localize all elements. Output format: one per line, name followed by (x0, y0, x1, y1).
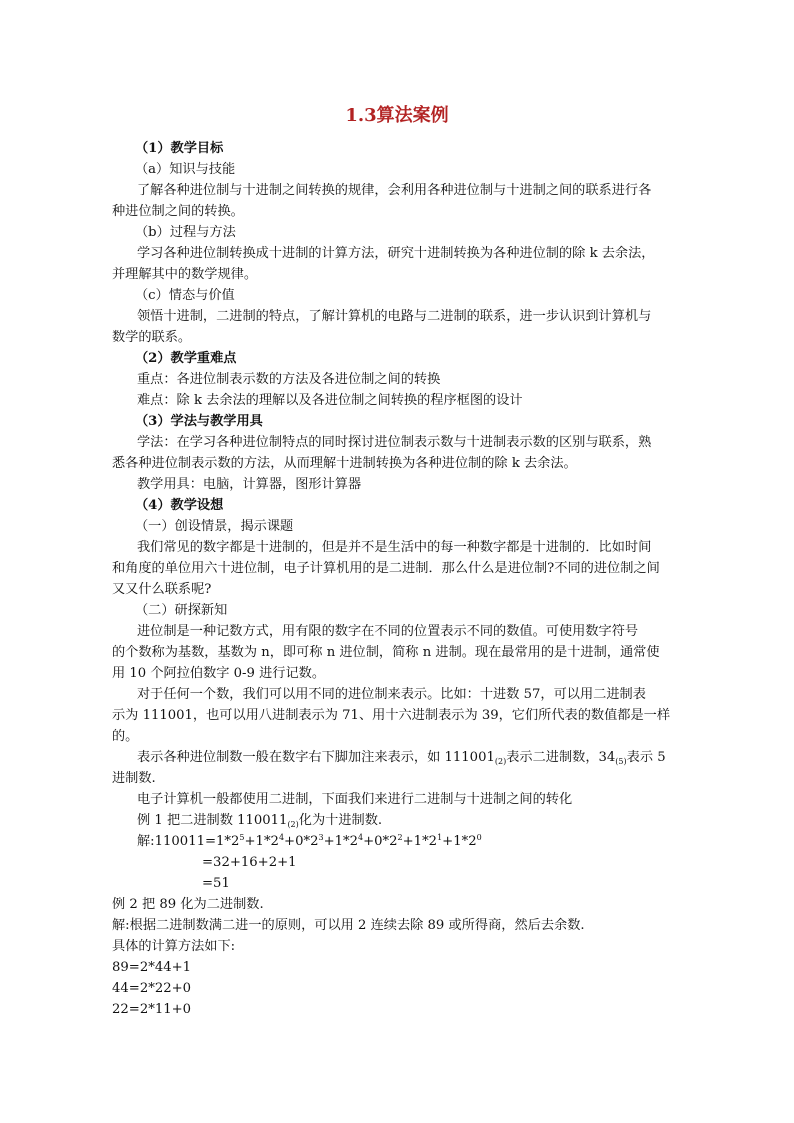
paragraph-line: 领悟十进制，二进制的特点，了解计算机的电路与二进制的联系，进一步认识到计算机与 (137, 309, 652, 324)
calc-line: 44=2*22+0 (112, 981, 192, 996)
solution-2: 解:根据二进制数满二进一的原则，可以用 2 连续去除 89 或所得商，然后去余数. (112, 918, 585, 933)
subheading-values: （c）情态与价值 (135, 288, 235, 303)
paragraph-line: 教学用具：电脑，计算器，图形计算器 (137, 477, 362, 492)
paragraph-line: 学法：在学习各种进位制特点的同时探讨进位制表示数与十进制表示数的区别与联系，熟 (137, 435, 652, 450)
superscript: 0 (476, 833, 482, 842)
section-heading-methods: （3）学法与教学用具 (135, 414, 263, 429)
text-run: 表示各种进位制数一般在数字右下脚加注来表示，如 111001 (137, 750, 495, 765)
text-run: 化为十进制数. (298, 813, 383, 828)
text-run: +1*2 (244, 834, 279, 849)
text-run: +1*2 (442, 834, 477, 849)
text-run: 表示二进制数，34 (506, 750, 616, 765)
method-intro: 具体的计算方法如下: (112, 939, 236, 954)
paragraph-line: 用 10 个阿拉伯数字 0-9 进行记数。 (112, 666, 326, 681)
text-run: 例 1 把二进制数 110011 (137, 813, 288, 828)
paragraph-line: 进制数. (112, 771, 156, 786)
paragraph-line: 进位制是一种记数方式，用有限的数字在不同的位置表示不同的数值。可使用数字符号 (137, 624, 639, 639)
example-1 (137, 810, 382, 831)
subheading-scenario: （一）创设情景，揭示课题 (135, 519, 294, 534)
paragraph-line: 又又什么联系呢? (112, 582, 212, 597)
superscript: 1 (437, 833, 443, 842)
paragraph-line: 的个数称为基数，基数为 n，即可称 n 进位制，简称 n 进制。现在最常用的是十进制，通常使 (112, 645, 660, 660)
example-2: 例 2 把 89 化为二进制数. (112, 897, 264, 912)
solution-1-line: =51 (202, 876, 230, 891)
text-run: +0*2 (284, 834, 319, 849)
paragraph-line: 我们常见的数字都是十进制的，但是并不是生活中的每一种数字都是十进制的．比如时间 (137, 540, 652, 555)
section-heading-design: （4）教学设想 (135, 498, 224, 513)
page-title: 1.3算法案例 (345, 105, 449, 126)
calc-line: 89=2*44+1 (112, 960, 192, 975)
subscript: (2) (287, 820, 299, 829)
text-run: +0*2 (363, 834, 398, 849)
paragraph-line: 悉各种进位制表示数的方法，从而理解十进制转换为各种进位制的除 k 去余法。 (112, 456, 577, 471)
section-heading-keypoints: （2）教学重难点 (135, 351, 237, 366)
paragraph-line: 电子计算机一般都使用二进制，下面我们来进行二进制与十进制之间的转化 (137, 792, 573, 807)
superscript: 3 (318, 833, 324, 842)
calc-line: 22=2*11+0 (112, 1002, 192, 1017)
solution-1-line: =32+16+2+1 (202, 855, 297, 870)
paragraph-line: 并理解其中的数学规律。 (112, 267, 258, 282)
subscript: (2) (494, 757, 507, 766)
subscript: (5) (615, 757, 627, 766)
paragraph-line: 了解各种进位制与十进制之间转换的规律，会利用各种进位制与十进制之间的联系进行各 (137, 183, 652, 198)
paragraph-line: 重点：各进位制表示数的方法及各进位制之间的转换 (137, 372, 441, 387)
paragraph-line: 数学的联系。 (112, 330, 192, 345)
text-run: 表示 5 (626, 750, 666, 765)
section-heading-goals: （1）教学目标 (135, 141, 224, 156)
paragraph-line: 难点：除 k 去余法的理解以及各进位制之间转换的程序框图的设计 (137, 393, 523, 408)
paragraph-line: 示为 111001，也可以用八进制表示为 71、用十六进制表示为 39，它们所代表的数值都是一样 (112, 708, 671, 723)
paragraph-line: 对于任何一个数，我们可以用不同的进位制来表示。比如：十进数 57，可以用二进制表 (137, 687, 646, 702)
subheading-process: （b）过程与方法 (135, 225, 236, 240)
text-run: +1*2 (323, 834, 358, 849)
solution-1-line (137, 831, 482, 852)
subheading-new-knowledge: （二）研探新知 (135, 603, 228, 618)
superscript: 2 (397, 833, 403, 842)
superscript: 4 (358, 833, 364, 842)
paragraph-line: 的。 (112, 729, 139, 744)
paragraph-line (137, 747, 666, 768)
text-run: 解:110011=1*2 (137, 834, 240, 849)
paragraph-line: 种进位制之间的转换。 (112, 204, 244, 219)
superscript: 5 (239, 833, 245, 842)
paragraph-line: 学习各种进位制转换成十进制的计算方法，研究十进制转换为各种进位制的除 k 去余法， (137, 246, 655, 261)
superscript: 4 (278, 833, 285, 842)
paragraph-line: 和角度的单位用六十进位制，电子计算机用的是二进制．那么什么是进位制?不同的进位制之间 (112, 561, 660, 576)
text-run: +1*2 (402, 834, 438, 849)
subheading-knowledge: （a）知识与技能 (135, 162, 236, 177)
